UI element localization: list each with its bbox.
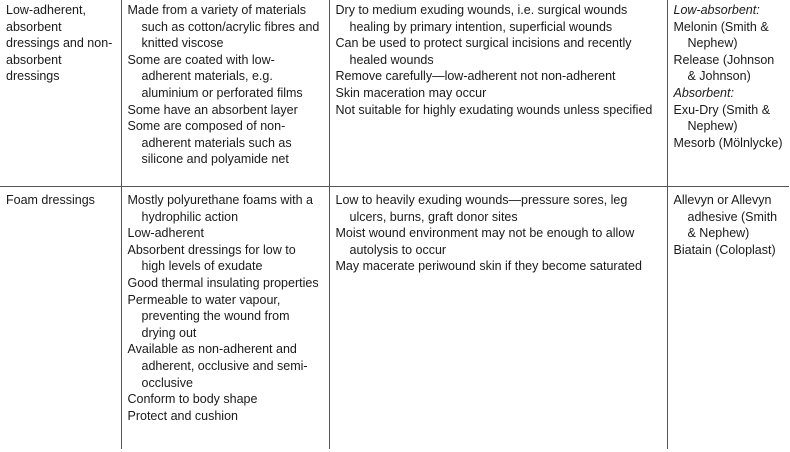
product-item: Release (Johnson & Johnson) (673, 52, 775, 84)
product-item: Melonin (Smith & Nephew) (673, 19, 769, 51)
product-item: Allevyn or Allevyn adhesive (Smith & Nephew) (673, 193, 778, 241)
indication-item: Low to heavily exuding wounds—pressure sores, leg ulcers, burns, graft donor sites (335, 193, 628, 224)
examples-cell (667, 187, 789, 450)
indication-item: Skin maceration may occur (335, 85, 487, 100)
category-label: Low-adherent, absorbent dressings and non-absorbent dressings (6, 3, 113, 84)
category-cell (0, 187, 121, 450)
indications-cell (329, 187, 667, 450)
indication-item: Remove carefully—low-adherent not non-adherent (335, 69, 616, 84)
description-item: Permeable to water vapour, preventing the wound from drying out (127, 292, 290, 340)
examples-cell (667, 0, 789, 187)
absorbent-heading: Absorbent: (673, 85, 734, 100)
indication-item: Not suitable for highly exudating wounds unless specified (335, 102, 653, 117)
indication-item: May macerate periwound skin if they become saturated (335, 259, 642, 274)
description-item: Good thermal insulating properties (127, 275, 319, 290)
category-label: Foam dressings (6, 193, 95, 207)
indication-item: Can be used to protect surgical incisions and recently healed wounds (335, 36, 632, 67)
description-item: Protect and cushion (127, 408, 238, 423)
low-absorbent-heading: Low-absorbent: (673, 3, 760, 17)
description-cell (121, 187, 329, 450)
indication-item: Dry to medium exuding wounds, i.e. surgical wounds healing by primary intention, superficial wounds (335, 3, 628, 34)
description-item: Mostly polyurethane foams with a hydrophilic action (127, 193, 314, 224)
indication-item: Moist wound environment may not be enough to allow autolysis to occur (335, 226, 635, 257)
description-cell (121, 0, 329, 187)
description-item: Some are composed of non-adherent materials such as silicone and polyamide net (127, 119, 292, 167)
indications-cell (329, 0, 667, 187)
table-row (0, 187, 789, 450)
category-cell (0, 0, 121, 187)
product-item: Mesorb (Mölnlycke) (673, 135, 783, 150)
product-item: Biatain (Coloplast) (673, 242, 776, 257)
table-row (0, 0, 789, 187)
description-item: Absorbent dressings for low to high levels of exudate (127, 242, 296, 274)
description-item: Available as non-adherent and adherent, occlusive and semi-occlusive (127, 342, 308, 390)
description-item: Conform to body shape (127, 392, 258, 407)
description-item: Made from a variety of materials such as cotton/acrylic fibres and knitted viscose (127, 3, 320, 51)
description-item: Some have an absorbent layer (127, 102, 298, 117)
description-item: Some are coated with low-adherent materials, e.g. aluminium or perforated films (127, 52, 303, 100)
description-item: Low-adherent (127, 226, 204, 241)
product-item: Exu-Dry (Smith & Nephew) (673, 102, 771, 134)
